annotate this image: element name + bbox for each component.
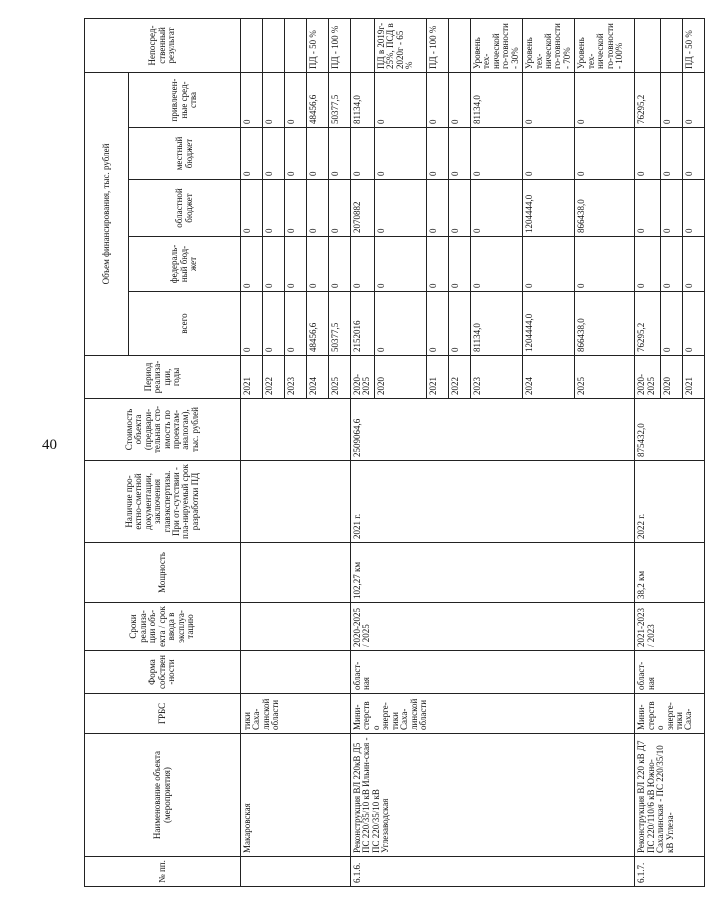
row-total: 76295,2 bbox=[635, 292, 661, 356]
header-local: местный бюджет bbox=[129, 128, 241, 180]
row-local: 0 bbox=[285, 128, 307, 180]
row-period: 2024 bbox=[523, 356, 575, 399]
header-cost: Стоимость объекта (предвари-тельная сто-имость по проектам-аналогам), тыс. рублей bbox=[85, 399, 241, 461]
row-local: 0 bbox=[523, 128, 575, 180]
row-doc: 2021 г. bbox=[351, 461, 635, 543]
row-period: 2020 bbox=[661, 356, 683, 399]
row-federal: 0 bbox=[448, 237, 470, 292]
row-result bbox=[448, 18, 470, 72]
row-period: 2020-2025 bbox=[635, 356, 661, 399]
row-result: Уровень тех-нической го-товности - 70% bbox=[523, 18, 575, 72]
header-name: Наименование объекта (мероприятия) bbox=[85, 734, 241, 857]
row-result bbox=[635, 18, 661, 72]
row-period: 2021 bbox=[683, 356, 705, 399]
row-total: 866438,0 bbox=[575, 292, 635, 356]
header-terms: Сроки реализа-ции объ-екта / срок ввода в эксплуа-тацию bbox=[85, 603, 241, 651]
row-period: 2025 bbox=[575, 356, 635, 399]
row-result bbox=[285, 18, 307, 72]
row-grbs: тики Саха-линской области bbox=[241, 694, 351, 734]
row-attracted: 0 bbox=[683, 72, 705, 127]
row-total: 0 bbox=[661, 292, 683, 356]
row-local: 0 bbox=[307, 128, 329, 180]
row-regional: 0 bbox=[426, 180, 448, 237]
row-federal: 0 bbox=[523, 237, 575, 292]
row-total: 0 bbox=[263, 292, 285, 356]
row-regional: 0 bbox=[470, 180, 522, 237]
row-terms: 2020-2025 / 2025 bbox=[351, 603, 635, 651]
row-regional: 0 bbox=[448, 180, 470, 237]
row-regional: 0 bbox=[683, 180, 705, 237]
row-result bbox=[351, 18, 375, 72]
row-local: 0 bbox=[661, 128, 683, 180]
row-doc: 2022 г. bbox=[635, 461, 705, 543]
row-regional: 0 bbox=[661, 180, 683, 237]
page-number: 40 bbox=[42, 437, 57, 453]
row-local: 0 bbox=[635, 128, 661, 180]
row-federal: 0 bbox=[285, 237, 307, 292]
row-attracted: 0 bbox=[241, 72, 263, 127]
row-total: 0 bbox=[241, 292, 263, 356]
row-attracted: 0 bbox=[374, 72, 426, 127]
row-regional: 0 bbox=[285, 180, 307, 237]
header-funding: Объем финансирования, тыс. рублей bbox=[85, 72, 129, 355]
row-period: 2021 bbox=[241, 356, 263, 399]
row-regional: 0 bbox=[241, 180, 263, 237]
row-result: ПД - 50 % bbox=[683, 18, 705, 72]
row-regional: 1204444,0 bbox=[523, 180, 575, 237]
header-ownership: Форма собствен-ности bbox=[85, 651, 241, 694]
row-federal: 0 bbox=[575, 237, 635, 292]
row-period: 2023 bbox=[285, 356, 307, 399]
header-grbs: ГРБС bbox=[85, 694, 241, 734]
row-attracted: 0 bbox=[575, 72, 635, 127]
row-federal: 0 bbox=[351, 237, 375, 292]
row-period: 2024 bbox=[307, 356, 329, 399]
row-regional: 866438,0 bbox=[575, 180, 635, 237]
row-result: ПД - 50 % bbox=[307, 18, 329, 72]
row-attracted: 50377,5 bbox=[329, 72, 351, 127]
row-grbs: Мини-стерство энерге-тики Саха-линской области bbox=[351, 694, 635, 734]
row-total: 0 bbox=[448, 292, 470, 356]
row-regional: 0 bbox=[263, 180, 285, 237]
row-federal: 0 bbox=[426, 237, 448, 292]
row-regional: 0 bbox=[307, 180, 329, 237]
row-total: 0 bbox=[683, 292, 705, 356]
row-attracted: 0 bbox=[426, 72, 448, 127]
row-grbs: Мини-стерство энерге-тики Саха- bbox=[635, 694, 705, 734]
row-local: 0 bbox=[470, 128, 522, 180]
row-attracted: 0 bbox=[523, 72, 575, 127]
row-ownership bbox=[241, 651, 351, 694]
row-period: 2022 bbox=[263, 356, 285, 399]
row-federal: 0 bbox=[470, 237, 522, 292]
row-regional: 2070882 bbox=[351, 180, 375, 237]
row-doc bbox=[241, 461, 351, 543]
row-regional: 0 bbox=[635, 180, 661, 237]
row-ownership: област-ная bbox=[351, 651, 635, 694]
row-attracted: 0 bbox=[285, 72, 307, 127]
row-name: Реконструкция ВЛ 220 кВ Д7 ПС 220/110/6 кВ Южно-Сахалинская - ПС 220/35/10 кВ Углеза- bbox=[635, 734, 705, 857]
row-result bbox=[263, 18, 285, 72]
row-attracted: 48456,6 bbox=[307, 72, 329, 127]
row-period: 2021 bbox=[426, 356, 448, 399]
row-federal: 0 bbox=[661, 237, 683, 292]
row-local: 0 bbox=[426, 128, 448, 180]
row-result bbox=[241, 18, 263, 72]
row-total: 0 bbox=[426, 292, 448, 356]
row-local: 0 bbox=[683, 128, 705, 180]
row-attracted: 0 bbox=[263, 72, 285, 127]
header-doc: Наличие про-ектно-сметной документации, заключения главэкспертизы. При от-сутствии - пла-нируемый срок разработки ПД bbox=[85, 461, 241, 543]
row-federal: 0 bbox=[683, 237, 705, 292]
header-capacity: Мощность bbox=[85, 543, 241, 603]
row-total: 0 bbox=[285, 292, 307, 356]
row-local: 0 bbox=[575, 128, 635, 180]
row-result: Уровень тех-нической го-товности - 100% bbox=[575, 18, 635, 72]
row-capacity: 38,2 км bbox=[635, 543, 705, 603]
row-federal: 0 bbox=[263, 237, 285, 292]
row-total: 81134,0 bbox=[470, 292, 522, 356]
row-attracted: 0 bbox=[448, 72, 470, 127]
row-federal: 0 bbox=[635, 237, 661, 292]
row-period: 2020 bbox=[374, 356, 426, 399]
row-num bbox=[241, 857, 351, 887]
row-local: 0 bbox=[329, 128, 351, 180]
row-federal: 0 bbox=[307, 237, 329, 292]
row-name: Реконструкция ВЛ 220кВ Д5 ПС 220/35/10 кВ Ильин-ская - ПС 220/35/10 кВ Углезаводская bbox=[351, 734, 635, 857]
row-total: 1204444,0 bbox=[523, 292, 575, 356]
row-period: 2025 bbox=[329, 356, 351, 399]
row-cost: 2509064,6 bbox=[351, 399, 635, 461]
row-local: 0 bbox=[241, 128, 263, 180]
row-total: 50377,5 bbox=[329, 292, 351, 356]
row-federal: 0 bbox=[374, 237, 426, 292]
row-attracted: 81134,0 bbox=[470, 72, 522, 127]
header-result: Непосред-ственный результат bbox=[85, 18, 241, 72]
row-terms bbox=[241, 603, 351, 651]
header-attracted: привлечен-ные сред-ства bbox=[129, 72, 241, 127]
rotated-table-wrapper bbox=[84, 19, 695, 887]
row-total: 48456,6 bbox=[307, 292, 329, 356]
row-federal: 0 bbox=[329, 237, 351, 292]
row-num: 6.1.6. bbox=[351, 857, 635, 887]
row-total: 2152016 bbox=[351, 292, 375, 356]
row-attracted: 0 bbox=[661, 72, 683, 127]
row-period: 2022 bbox=[448, 356, 470, 399]
row-regional: 0 bbox=[329, 180, 351, 237]
row-result: Уровень тех-нической го-товности - 30% bbox=[470, 18, 522, 72]
row-attracted: 81134,0 bbox=[351, 72, 375, 127]
row-local: 0 bbox=[448, 128, 470, 180]
financing-table bbox=[84, 18, 705, 887]
row-result: ПД в 2019г- 25%, ПСД в 2020г - 65 % bbox=[374, 18, 426, 72]
row-terms: 2021-2023 / 2023 bbox=[635, 603, 705, 651]
header-period: Период реализа-ции, годы bbox=[85, 356, 241, 399]
row-local: 0 bbox=[263, 128, 285, 180]
row-result: ПД - 100 % bbox=[329, 18, 351, 72]
row-period: 2020-2025 bbox=[351, 356, 375, 399]
row-total: 0 bbox=[374, 292, 426, 356]
row-num: 6.1.7. bbox=[635, 857, 705, 887]
row-attracted: 76295,2 bbox=[635, 72, 661, 127]
header-num: № пп. bbox=[85, 857, 241, 887]
row-ownership: област-ная bbox=[635, 651, 705, 694]
row-capacity bbox=[241, 543, 351, 603]
header-regional: областной бюджет bbox=[129, 180, 241, 237]
row-result: ПД - 100 % bbox=[426, 18, 448, 72]
row-result bbox=[661, 18, 683, 72]
row-cost bbox=[241, 399, 351, 461]
row-local: 0 bbox=[374, 128, 426, 180]
row-local: 0 bbox=[351, 128, 375, 180]
row-federal: 0 bbox=[241, 237, 263, 292]
header-federal: федераль-ный бюд-жет bbox=[129, 237, 241, 292]
header-total: всего bbox=[129, 292, 241, 356]
row-cost: 875432,0 bbox=[635, 399, 705, 461]
row-capacity: 102,27 км bbox=[351, 543, 635, 603]
row-period: 2023 bbox=[470, 356, 522, 399]
row-regional: 0 bbox=[374, 180, 426, 237]
row-name: Макаровская bbox=[241, 734, 351, 857]
